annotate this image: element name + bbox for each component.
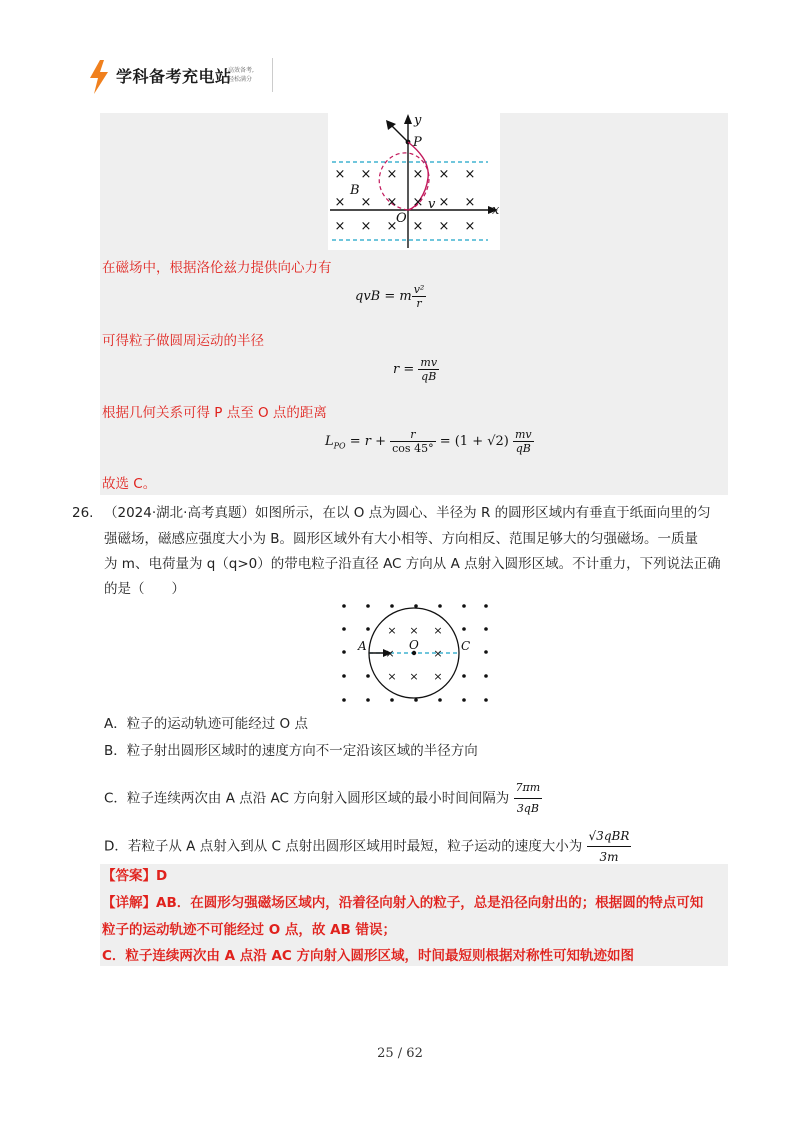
svg-text:×: × bbox=[386, 219, 398, 234]
answer-label: 【答案】D bbox=[102, 868, 168, 884]
svg-text:×: × bbox=[387, 670, 397, 683]
svg-text:×: × bbox=[385, 647, 395, 660]
answer-detail-1: 【详解】AB．在圆形匀强磁场区域内，沿着径向射入的粒子，总是沿径向射出的；根据圆的特点可知 bbox=[102, 895, 704, 911]
svg-text:×: × bbox=[386, 195, 398, 210]
svg-text:×: × bbox=[438, 195, 450, 210]
svg-text:×: × bbox=[360, 167, 372, 182]
svg-text:×: × bbox=[433, 670, 443, 683]
svg-text:×: × bbox=[386, 167, 398, 182]
svg-text:×: × bbox=[387, 624, 397, 637]
solution-line-3: 根据几何关系可得 P 点至 O 点的距离 bbox=[102, 405, 327, 421]
svg-text:×: × bbox=[433, 647, 443, 660]
solution-line-4: 故选 C。 bbox=[102, 476, 157, 492]
svg-text:×: × bbox=[412, 167, 424, 182]
svg-text:×: × bbox=[360, 195, 372, 210]
fig1-label-v: v bbox=[428, 197, 436, 212]
fig1-label-y: y bbox=[414, 113, 422, 128]
svg-text:×: × bbox=[412, 195, 424, 210]
logo-divider bbox=[272, 58, 273, 92]
option-b: B．粒子射出圆形区域时的速度方向不一定沿该区域的半径方向 bbox=[104, 743, 478, 759]
question-line-3: 为 m、电荷量为 q（q>0）的带电粒子沿直径 AC 方向从 A 点射入圆形区域。不计重力，下列说法正确 bbox=[104, 556, 721, 572]
svg-text:×: × bbox=[438, 167, 450, 182]
fig1-label-b: B bbox=[350, 183, 360, 198]
logo-slogan: 高效备考, 轻松满分 bbox=[228, 67, 254, 83]
fig2-label-c: C bbox=[461, 639, 471, 653]
svg-text:×: × bbox=[360, 219, 372, 234]
fig1-label-x: x bbox=[492, 203, 500, 218]
question-line-2: 强磁场，磁感应强度大小为 B。圆形区域外有大小相等、方向相反、范围足够大的匀强磁场。一质量 bbox=[104, 531, 699, 547]
solution-line-2: 可得粒子做圆周运动的半径 bbox=[102, 333, 264, 349]
solution-line-1: 在磁场中，根据洛伦兹力提供向心力有 bbox=[102, 260, 332, 276]
option-a: A．粒子的运动轨迹可能经过 O 点 bbox=[104, 716, 308, 732]
svg-text:×: × bbox=[464, 167, 476, 182]
circle-field-figure bbox=[336, 598, 492, 708]
question-number: 26. bbox=[72, 505, 94, 521]
logo-text: 学科备考充电站 bbox=[116, 67, 232, 86]
question-line-4: 的是（ ） bbox=[104, 581, 185, 597]
formula-lorentz: qvB = m $\frac{\text{v²}}{r}$ bbox=[355, 283, 425, 310]
svg-text:×: × bbox=[464, 219, 476, 234]
svg-text:×: × bbox=[409, 670, 419, 683]
answer-detail-2: 粒子的运动轨迹不可能经过 O 点，故 AB 错误； bbox=[102, 922, 397, 938]
page-number: 25 / 62 bbox=[377, 1046, 423, 1061]
svg-text:×: × bbox=[334, 219, 346, 234]
formula-radius: r = $\frac{mv}{qB}$ bbox=[393, 356, 438, 383]
svg-text:×: × bbox=[438, 219, 450, 234]
fig2-label-a: A bbox=[358, 639, 367, 653]
option-d: D．若粒子从 A 点射入到从 C 点射出圆形区域用时最短，粒子运动的速度大小为 $\frac{\text{√3qBR}}{3m}$ bbox=[104, 826, 631, 867]
svg-text:×: × bbox=[412, 219, 424, 234]
svg-text:×: × bbox=[409, 624, 419, 637]
question-line-1: （2024·湖北·高考真题）如图所示，在以 O 点为圆心、半径为 R 的圆形区域内有垂直于纸面向里的匀 bbox=[104, 505, 711, 521]
option-c: C．粒子连续两次由 A 点沿 AC 方向射入圆形区域的最小时间间隔为 $\frac{7\pi m}{3qB}$ bbox=[104, 778, 542, 819]
formula-distance: $L_{PO} = r$ + $\frac{r}{\cos 45^\circ}$ = (1 + √2) $\frac{mv}{qB}$ bbox=[325, 428, 532, 455]
fig1-label-p: P bbox=[413, 135, 422, 150]
trajectory-figure bbox=[328, 112, 500, 250]
svg-text:×: × bbox=[334, 195, 346, 210]
svg-text:×: × bbox=[464, 195, 476, 210]
answer-detail-3: C．粒子连续两次由 A 点沿 AC 方向射入圆形区域，时间最短则根据对称性可知轨迹如图 bbox=[102, 948, 635, 964]
svg-text:×: × bbox=[433, 624, 443, 637]
svg-text:×: × bbox=[334, 167, 346, 182]
fig2-label-o: O bbox=[409, 638, 419, 652]
fig1-label-o: O bbox=[396, 211, 407, 226]
lightning-bolt-icon bbox=[88, 60, 110, 94]
